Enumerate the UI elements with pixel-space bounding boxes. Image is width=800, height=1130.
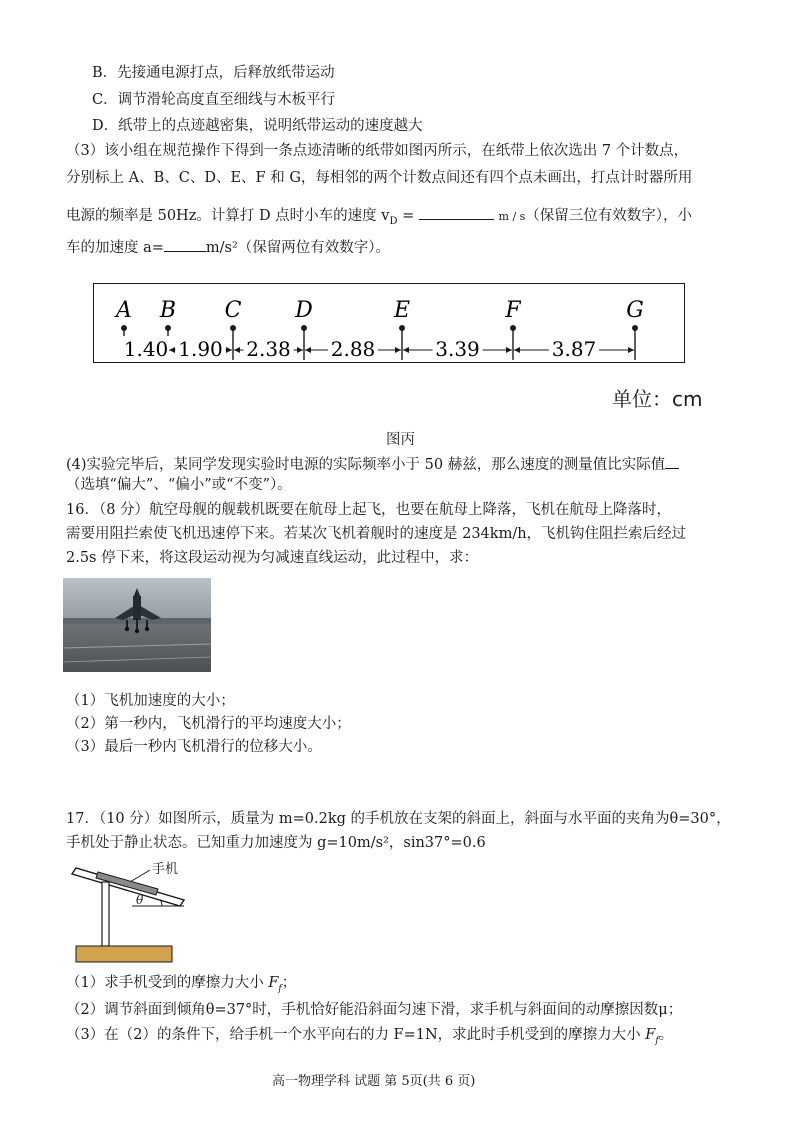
answer-blank-vd[interactable] [419,205,494,220]
q15-part4-line2: （选填“偏大”、“偏小”或“不变”）。 [66,477,292,493]
q15-part4-line1: (4)实验完毕后，某同学发现实验时电源的实际频率小于 50 赫兹，那么速度的测量值比实际值 [66,454,679,474]
tape-point-label: G [626,298,644,323]
q16-sub1: （1）飞机加速度的大小； [66,693,235,709]
answer-blank-p4[interactable] [665,454,679,469]
q17-sub3: （3）在（2）的条件下，给手机一个水平向右的力 F=1N，求此时手机受到的摩擦力大小 $F_f$。 [66,1027,674,1046]
tape-point-label: E [393,298,411,323]
q17-sub2: （2）调节斜面到倾角θ=37°时，手机恰好能沿斜面匀速下滑，求手机与斜面间的动摩擦因数μ； [66,1002,683,1018]
tape-arrow-left [514,347,520,353]
answer-blank-a[interactable] [164,237,206,252]
q16-sub2: （2）第一秒内，飞机滑行的平均速度大小； [66,716,351,732]
option-d: D．纸带上的点迹越密集，说明纸带运动的速度越大 [92,118,423,134]
tape-segment-value: 3.87 [551,337,597,361]
tape-segment-value: 1.90 [178,337,223,361]
tape-arrow-right [628,347,634,353]
figure-caption: 图丙 [386,432,415,448]
tape-arrow-right [395,347,401,353]
paper-tape-svg [94,284,686,364]
q16-line2: 需要用阻拦索使飞机迅速停下来。若某次飞机着舰时的速度是 234km/h，飞机钩住阻拦索后经过 [66,526,687,542]
q17-line1: 17．（10 分）如图所示，质量为 m=0.2kg 的手机放在支架的斜面上，斜面与水平面的夹角为θ=30°， [66,811,731,827]
tape-arrow-right [297,347,303,353]
phone-label: 手机 [152,862,179,877]
tape-arrow-right [226,347,232,353]
q15-part3-line4: 车的加速度 a= m/s²（保留两位有效数字）。 [66,237,390,257]
q16-sub3: （3）最后一秒内飞机滑行的位移大小。 [66,739,322,755]
q17-sub1: （1）求手机受到的摩擦力大小 $F_f$； [66,975,297,994]
tape-point-label: F [505,298,521,323]
q17-line2: 手机处于静止状态。已知重力加速度为 g=10m/s²，sin37°=0.6 [66,835,486,851]
q15-part3-line1: （3）该小组在规范操作下得到一条点迹清晰的纸带如图丙所示，在纸带上依次选出 7 个计数点， [66,143,689,159]
option-b: B．先接通电源打点，后释放纸带运动 [92,65,335,81]
tape-point-label: D [295,298,313,323]
tape-segment-value: 2.38 [246,337,291,361]
q16-line1: 16．（8 分）航空母舰的舰载机既要在航母上起飞，也要在航母上降落，飞机在航母上降落时， [66,502,672,518]
angle-label: θ [136,893,144,907]
tape-segment-value: 3.39 [435,337,480,361]
page-footer: 高一物理学科 试题 第 5页(共 6 页) [272,1074,476,1089]
phone-stand-figure [66,856,216,968]
tape-point-label: C [224,298,242,323]
tape-arrow-left [305,347,311,353]
tape-arrow-right [506,347,512,353]
aircraft-landing-photo [63,578,211,672]
paper-tape-figure [93,283,685,363]
tape-unit-label: 单位：cm [612,387,703,411]
option-c: C．调节滑轮高度直至细线与木板平行 [92,92,336,108]
q15-part3-line2: 分别标上 A、B、C、D、E、F 和 G，每相邻的两个计数点间还有四个点未画出，打点计时器所用 [66,170,693,186]
tape-point-label: B [159,298,177,323]
tape-segment-value: 2.88 [330,337,376,361]
tape-arrow-left [403,347,409,353]
q16-line3: 2.5s 停下来，将这段运动视为匀减速直线运动，此过程中，求： [66,550,479,566]
tape-segment-value: 1.40 [123,337,169,361]
q15-part3-line3: 电源的频率是 50Hz。计算打 D 点时小车的速度 $v_D = m / s$（保留三位有效数字），小 [66,205,692,228]
tape-point-label: A [116,298,132,323]
tape-arrow-left [234,347,240,353]
